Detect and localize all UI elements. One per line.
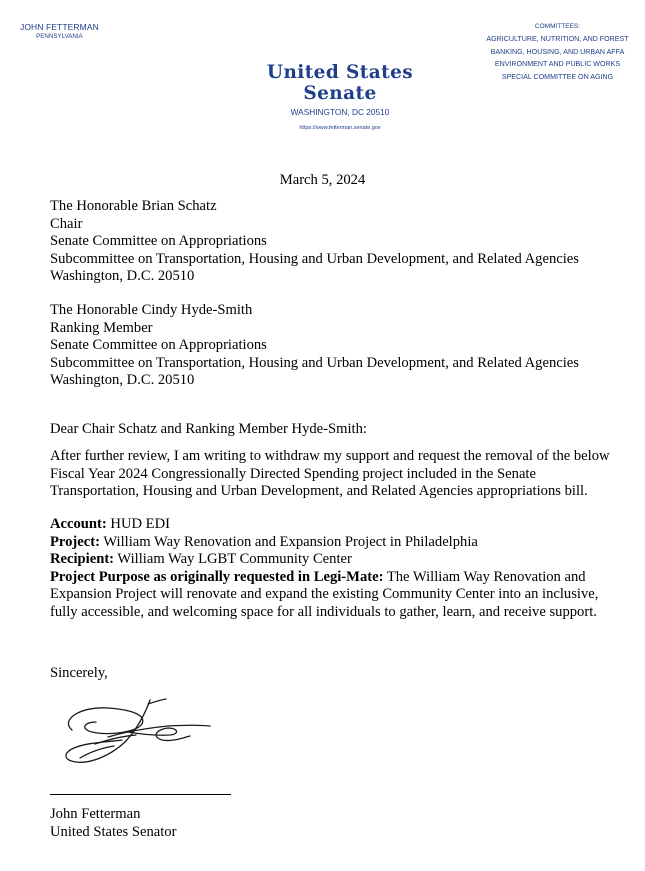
paragraph-line: Fiscal Year 2024 Congressionally Directed Spending project included in the Senate	[50, 465, 536, 482]
letterhead-seal	[240, 62, 440, 131]
account-value: HUD EDI	[106, 516, 170, 532]
project-details	[50, 516, 635, 621]
recipient-label: Recipient:	[50, 551, 115, 567]
account-line	[50, 516, 635, 534]
purpose-line	[50, 569, 635, 587]
signer-block	[50, 806, 640, 841]
addressee-line: Ranking Member	[50, 319, 153, 336]
addressee-line: Subcommittee on Transportation, Housing and Urban Development, and Related Agencies	[50, 354, 579, 371]
recipient-line	[50, 551, 635, 569]
addressee-line: Washington, D.C. 20510	[50, 372, 195, 388]
signer-title: United States Senator	[50, 823, 177, 840]
recipient-value: William Way LGBT Community Center	[114, 551, 352, 567]
committees-block	[470, 23, 645, 83]
handwritten-signature	[50, 692, 215, 770]
paragraph-line: Transportation, Housing and Urban Development, and Related Agencies appropriations bill.	[50, 483, 588, 499]
office-address: WASHINGTON, DC 20510	[290, 107, 390, 117]
project-value: William Way Renovation and Expansion Project in Philadelphia	[99, 533, 478, 550]
account-label: Account:	[50, 516, 107, 532]
addressee-line: Chair	[50, 215, 83, 232]
institution-name: United States Senate	[266, 62, 414, 104]
signature-line	[50, 794, 231, 795]
salutation: Dear Chair Schatz and Ranking Member Hyde-Smith:	[50, 421, 367, 437]
paragraph-line: After further review, I am writing to withdraw my support and request the removal of the below	[50, 448, 610, 464]
addressee-block	[50, 302, 640, 390]
addressee-line: Senate Committee on Appropriations	[50, 233, 267, 249]
addressee-block	[50, 198, 640, 286]
addressee-line: The Honorable Cindy Hyde-Smith	[50, 302, 253, 318]
addressee-line: Senate Committee on Appropriations	[50, 337, 267, 353]
committee-item: AGRICULTURE, NUTRITION, AND FOREST	[486, 35, 629, 43]
addressee-line: The Honorable Brian Schatz	[50, 198, 217, 214]
project-line	[50, 534, 635, 552]
sender-name: JOHN FETTERMAN	[20, 22, 99, 32]
sender-block	[20, 22, 99, 40]
closing: Sincerely,	[50, 665, 108, 681]
signer-name: John Fetterman	[50, 806, 141, 822]
purpose-line: fully accessible, and welcoming space for all individuals to gather, learn, and receive support.	[50, 603, 597, 620]
committees-title: COMMITTEES:	[534, 23, 581, 30]
body-paragraph	[50, 448, 635, 501]
purpose-line: Expansion Project will renovate and expand the existing Community Center into an inclusive,	[50, 586, 599, 602]
committee-item: SPECIAL COMMITTEE ON AGING	[501, 72, 614, 81]
addressee-line: Subcommittee on Transportation, Housing and Urban Development, and Related Agencies	[50, 250, 579, 267]
purpose-value: The William Way Renovation and	[383, 568, 586, 585]
sender-state: PENNSYLVANIA	[36, 33, 83, 40]
letter-date: March 5, 2024	[279, 172, 366, 188]
website-url: https://www.fetterman.senate.gov	[299, 125, 381, 131]
committee-item: ENVIRONMENT AND PUBLIC WORKS	[494, 60, 621, 68]
project-label: Project:	[50, 533, 100, 550]
purpose-label: Project Purpose as originally requested in Legi-Mate:	[50, 568, 384, 585]
addressee-line: Washington, D.C. 20510	[50, 268, 195, 284]
committee-item: BANKING, HOUSING, AND URBAN AFFA	[490, 47, 625, 56]
